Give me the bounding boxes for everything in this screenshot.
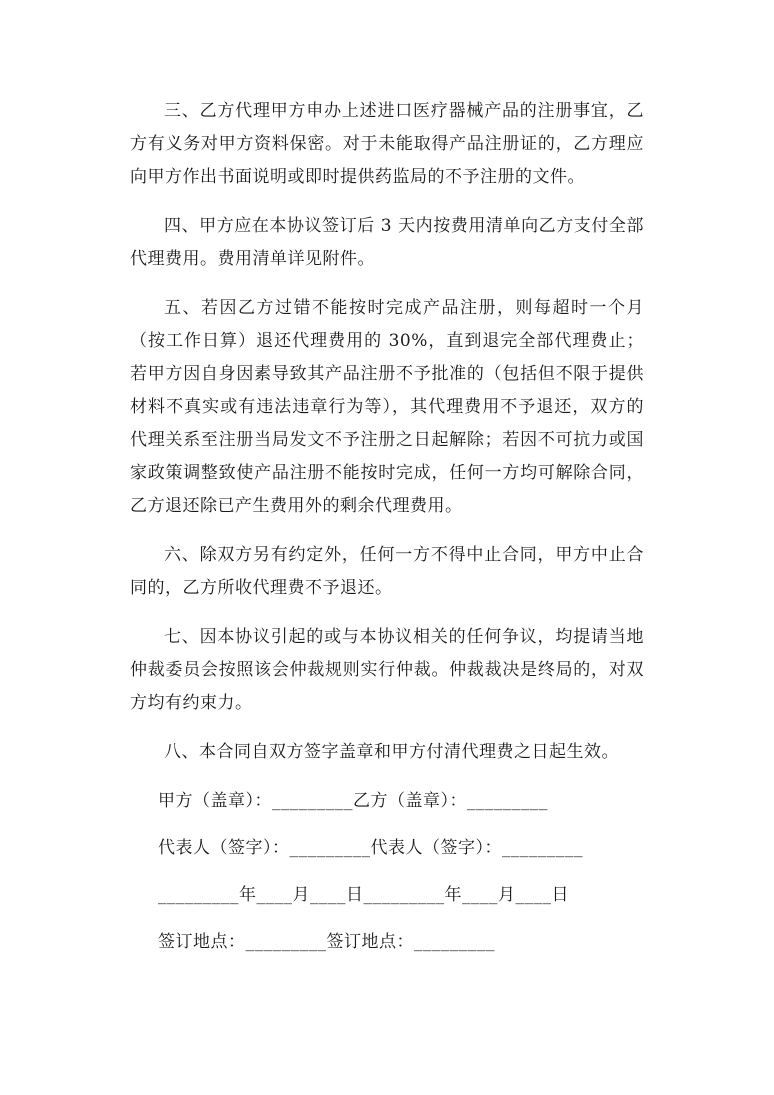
clause-4: 四、甲方应在本协议签订后 3 天内按费用清单向乙方支付全部代理费用。费用清单详见附件。 <box>130 216 644 269</box>
contract-body <box>130 95 644 973</box>
representative-line: 代表人（签字）：_________代表人（签字）：_________ <box>158 838 583 858</box>
clause-5: 五、若因乙方过错不能按时完成产品注册，则每超时一个月（按工作日算）退还代理费用的 30%，直到退完全部代理费止；若甲方因自身因素导致其产品注册不予批准的（包括但不限于提供材料不真实或有违法违章行为等），其代理费用不予退还，双方的代理关系至注册当局发文不予注册之日起解除；若因不可抗力或国家政策调整致使产品注册不能按时完成，任何一方均可解除合同，乙方退还除已产生费用外的剩余代理费用。 <box>130 298 644 516</box>
signing-place-line: 签订地点：_________签订地点：_________ <box>158 932 495 952</box>
seal-line: 甲方（盖章）：_________乙方（盖章）：_________ <box>158 791 548 811</box>
signature-block <box>130 785 644 959</box>
clause-3: 三、乙方代理甲方申办上述进口医疗器械产品的注册事宜，乙方有义务对甲方资料保密。对于未能取得产品注册证的，乙方理应向甲方作出书面说明或即时提供药监局的不予注册的文件。 <box>130 101 644 187</box>
clause-7: 七、因本协议引起的或与本协议相关的任何争议，均提请当地仲裁委员会按照该会仲裁规则实行仲裁。仲裁裁决是终局的，对双方均有约束力。 <box>130 627 644 713</box>
clause-6: 六、除双方另有约定外，任何一方不得中止合同，甲方中止合同的，乙方所收代理费不予退还。 <box>130 545 644 598</box>
date-line: _________年____月____日_________年____月____日 <box>158 885 569 905</box>
clause-8: 八、本合同自双方签字盖章和甲方付清代理费之日起生效。 <box>164 742 619 762</box>
